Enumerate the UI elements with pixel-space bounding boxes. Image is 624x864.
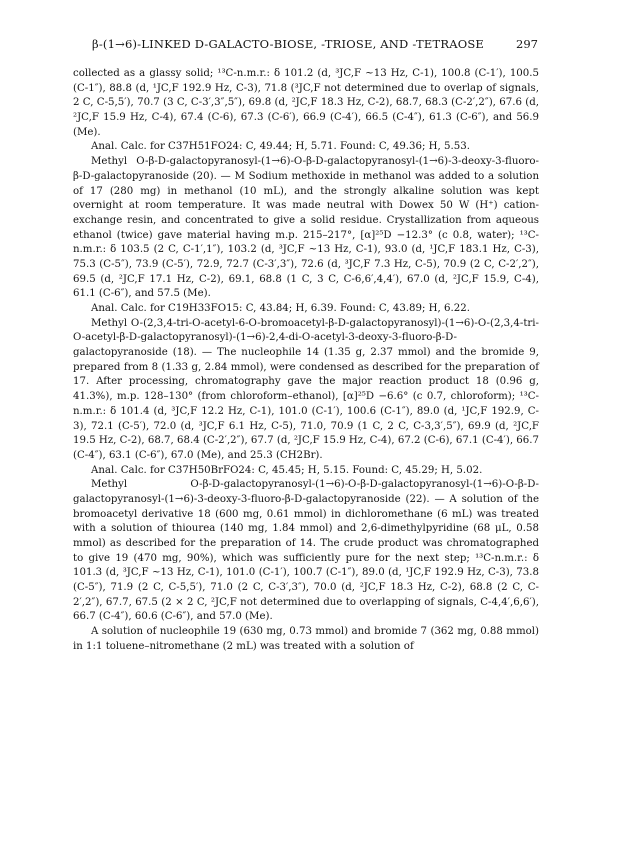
page-header bbox=[92, 36, 538, 52]
analysis-paragraph: Anal. Calc. for C19H33FO15: C, 43.84; H, 6.39. Found: C, 43.89; H, 6.22. bbox=[91, 303, 470, 314]
final-paragraph: A solution of nucleophile 19 (630 mg, 0.73 mmol) and bromide 7 (362 mg, 0.88 mmol) in 1:1 toluene–nitromethane (2 mL) was treated with a solution of bbox=[73, 626, 539, 652]
compound-22-paragraph: Methyl O-β-D-galactopyranosyl-(1→6)-O-β-D-galactopyranosyl-(1→6)-O-β-D-galactopyranosyl-(1→6)-3-deoxy-3-fluoro-β-D-galactopyranoside (22). — A solution of the bromoacetyl derivative 18 (600 mg, 0.61 mmol) in dichloromethane (6 mL) was treated with a solution of thiourea (140 mg, 1.84 mmol) and 2,6-dimethylpyridine (68 μL, 0.58 mmol) as described for the preparation of 14. The crude product was chromatographed to give 19 (470 mg, 90%), which was sufficiently pure for the next step; ¹³C-n.m.r.: δ 101.3 (d, ³JC,F ~13 Hz, C-1), 101.0 (C-1′), 100.7 (C-1″), 89.0 (d, ¹JC,F 192.9 Hz, C-3), 73.8 (C-5″), 71.9 (2 C, C-5,5′), 71.0 (2 C, C-3′,3″), 70.0 (d, ²JC,F 18.3 Hz, C-2), 68.8 (2 C, C-2′,2″), 67.7, 67.5 (2 × 2 C, ²JC,F not determined due to overlapping of signals, C-4,4′,6,6′), 66.7 (C-4″), 60.6 (C-6″), and 57.0 (Me). bbox=[73, 479, 539, 623]
nmr-data-paragraph: collected as a glassy solid; ¹³C-n.m.r.: δ 101.2 (d, ³JC,F ~13 Hz, C-1), 100.8 (C-1′), 100.5 (C-1″), 88.8 (d, ¹JC,F 192.9 Hz, C-3), 71.8 (³JC,F not determined due to overlap of signals, 2 C, C-5,5′), 70.7 (3 C, C-3′,3″,5″), 69.8 (d, ²JC,F 18.3 Hz, C-2), 68.7, 68.3 (C-2′,2″), 67.6 (d, ²JC,F 15.9 Hz, C-4), 67.4 (C-6), 67.3 (C-6′), 66.9 (C-4′), 66.5 (C-4″), 61.3 (C-6″), and 56.9 (Me). bbox=[73, 68, 539, 138]
running-title: β-(1→6)-LINKED D-GALACTO-BIOSE, -TRIOSE, AND -TETRAOSE bbox=[92, 37, 485, 51]
analysis-paragraph: Anal. Calc. for C37H51FO24: C, 49.44; H, 5.71. Found: C, 49.36; H, 5.53. bbox=[91, 141, 470, 153]
compound-20-paragraph: Methyl O-β-D-galactopyranosyl-(1→6)-O-β-D-galactopyranosyl-(1→6)-3-deoxy-3-fluoro-β-D-galactopyranoside (20). — M Sodium methoxide in methanol was added to a solution of 17 (280 mg) in methanol (10 mL), and the strongly alkaline solution was kept overnight at room temperature. It was made neutral with Dowex 50 W (H⁺) cation-exchange resin, and concentrated to give a solid residue. Crystallization from aqueous ethanol (twice) gave material having m.p. 215–217°, [α]²⁵D −12.3° (c 0.8, water); ¹³C-n.m.r.: δ 103.5 (2 C, C-1′,1″), 103.2 (d, ³JC,F ~13 Hz, C-1), 93.0 (d, ¹JC,F 183.1 Hz, C-3), 75.3 (C-5″), 73.9 (C-5′), 72.9, 72.7 (C-3′,3″), 72.6 (d, ³JC,F 7.3 Hz, C-5), 70.9 (2 C, C-2′,2″), 69.5 (d, ²JC,F 17.1 Hz, C-2), 69.1, 68.8 (1 C, 3 C, C-6,6′,4,4′), 67.0 (d, ²JC,F 15.9, C-4), 61.1 (C-6″), and 57.5 (Me). bbox=[73, 156, 539, 300]
body-text bbox=[73, 67, 539, 655]
compound-18-paragraph: Methyl O-(2,3,4-tri-O-acetyl-6-O-bromoacetyl-β-D-galactopyranosyl)-(1→6)-O-(2,3,4-tri-O-acetyl-β-D-galactopyranosyl)-(1→6)-2,4-di-O-acetyl-3-deoxy-3-fluoro-β-D-galactopyranoside (18). — The nucleophile 14 (1.35 g, 2.37 mmol) and the bromide 9, prepared from 8 (1.33 g, 2.84 mmol), were condensed as described for the preparation of 17. After processing, chromatography gave the major reaction product 18 (0.96 g, 41.3%), m.p. 128–130° (from chloroform–ethanol), [α]²⁵D −6.6° (c 0.7, chloroform); ¹³C-n.m.r.: δ 101.4 (d, ³JC,F 12.2 Hz, C-1), 101.0 (C-1′), 100.6 (C-1″), 89.0 (d, ¹JC,F 192.9, C-3), 72.1 (C-5′), 72.0 (d, ³JC,F 6.1 Hz, C-5), 71.0, 70.9 (1 C, 2 C, C-3,3′,5″), 69.9 (d, ²JC,F 19.5 Hz, C-2), 68.7, 68.4 (C-2′,2″), 67.7 (d, ²JC,F 15.9 Hz, C-4), 67.2 (C-6), 67.1 (C-4′), 66.7 (C-4″), 63.1 (C-6″), 67.0 (Me), and 25.3 (CH2Br). bbox=[73, 317, 539, 461]
analysis-paragraph: Anal. Calc. for C37H50BrFO24: C, 45.45; H, 5.15. Found: C, 45.29; H, 5.02. bbox=[91, 464, 483, 476]
page-number: 297 bbox=[516, 37, 538, 51]
